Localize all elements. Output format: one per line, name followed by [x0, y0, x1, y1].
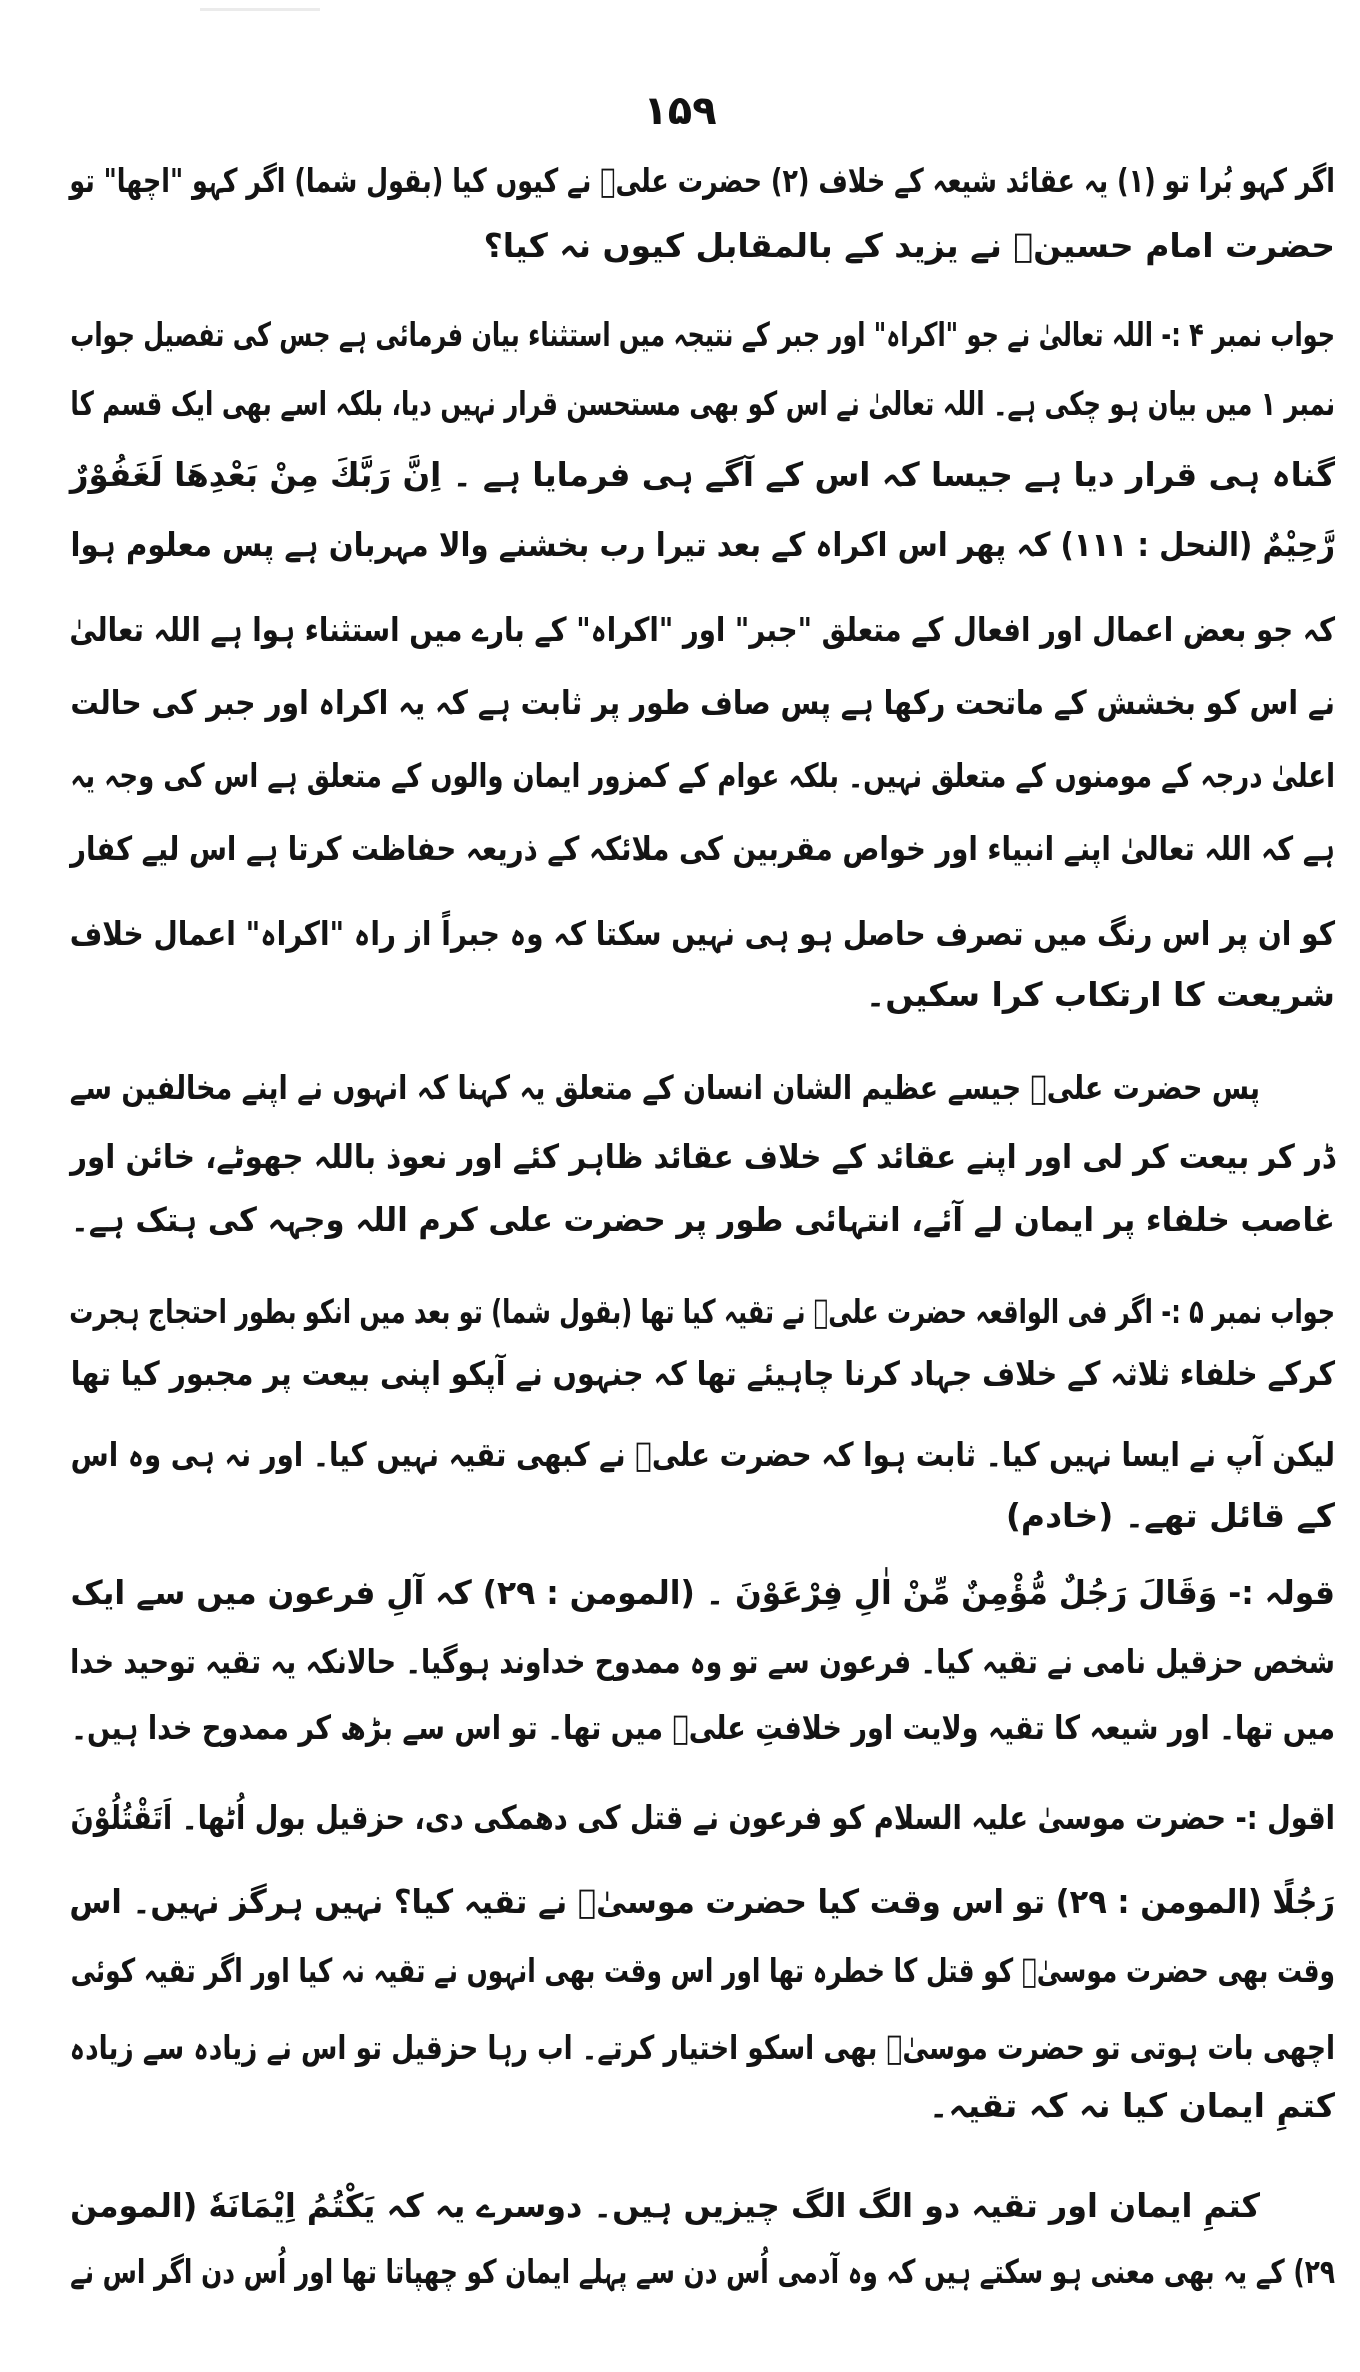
page-number: ۱۵۹: [643, 88, 717, 134]
text-line: نے اس کو بخشش کے ماتحت رکھا ہے پس صاف طور پر ثابت ہے کہ یہ اکراہ اور جبر کی حالت: [70, 683, 1335, 722]
text-line: شریعت کا ارتکاب کرا سکیں۔: [865, 975, 1335, 1014]
text-line: میں تھا۔ اور شیعہ کا تقیہ ولایت اور خلافتِ علیؓ میں تھا۔ تو اس سے بڑھ کر ممدوح خدا ہیں۔: [71, 1708, 1336, 1747]
text-line: لیکن آپ نے ایسا نہیں کیا۔ ثابت ہوا کہ حضرت علیؓ نے کبھی تقیہ نہیں کیا۔ اور نہ ہی وہ اس: [70, 1435, 1336, 1474]
qaulahu-heading-line: قولہ :- وَقَالَ رَجُلٌ مُّؤْمِنٌ مِّنْ اٰلِ فِرْعَوْنَ ۔ (المومن : ۲۹) کہ آلِ فرعون میں سے ایک: [70, 1573, 1335, 1612]
text-line: کرکے خلفاء ثلاثہ کے خلاف جہاد کرنا چاہیئے تھا کہ جنہوں نے آپکو اپنی بیعت پر مجبور کیا تھا: [70, 1354, 1336, 1393]
text-line: شخص حزقیل نامی نے تقیہ کیا۔ فرعون سے تو وہ ممدوح خداوند ہوگیا۔ حالانکہ یہ تقیہ توحید خدا: [70, 1642, 1335, 1681]
text-line: وقت بھی حضرت موسیٰؑ کو قتل کا خطرہ تھا اور اس وقت بھی انہوں نے تقیہ نہ کیا اور اگر تقیہ کوئی: [70, 1951, 1336, 1990]
aqool-heading-line: اقول :- حضرت موسیٰ علیہ السلام کو فرعون نے قتل کی دھمکی دی، حزقیل بول اُٹھا۔ اَتَقْتُلُوْنَ: [70, 1798, 1335, 1837]
text-line: رَجُلًا (المومن : ۲۹) تو اس وقت کیا حضرت موسیٰؑ نے تقیہ کیا؟ نہیں ہرگز نہیں۔ اس: [69, 1882, 1335, 1921]
text-line: کو ان پر اس رنگ میں تصرف حاصل ہو ہی نہیں سکتا کہ وہ جبراً از راہ "اکراہ" اعمال خلاف: [69, 914, 1335, 953]
text-line: اعلیٰ درجہ کے مومنوں کے متعلق نہیں۔ بلکہ عوام کے کمزور ایمان والوں کے متعلق ہے اس کی وجہ یہ: [70, 756, 1335, 795]
text-line: حضرت امام حسینؓ نے یزید کے بالمقابل کیوں نہ کیا؟: [483, 226, 1335, 265]
text-line: ہے کہ اللہ تعالیٰ اپنے انبیاء اور خواص مقربین کی ملائکہ کے ذریعہ حفاظت کرتا ہے اس لیے کفار: [70, 829, 1335, 868]
answer-4-heading-line: جواب نمبر ۴ :- اللہ تعالیٰ نے جو "اکراہ" اور جبر کے نتیجہ میں استثناء بیان فرمائی ہے جس کی تفصیل جواب: [70, 315, 1335, 354]
answer-5-heading-line: جواب نمبر ۵ :- اگر فی الواقعہ حضرت علیؓ نے تقیہ کیا تھا (بقول شما) تو بعد میں انکو بطور احتجاج ہجرت: [69, 1292, 1335, 1331]
text-line: گناہ ہی قرار دیا ہے جیسا کہ اس کے آگے ہی فرمایا ہے ۔ اِنَّ رَبَّكَ مِنْ بَعْدِهَا لَغَفُوْرٌ: [69, 455, 1335, 494]
scan-artifact: [200, 8, 320, 11]
paragraph-start-line: پس حضرت علیؓ جیسے عظیم الشان انسان کے متعلق یہ کہنا کہ انہوں نے اپنے مخالفین سے: [69, 1068, 1260, 1107]
text-line: کہ جو بعض اعمال اور افعال کے متعلق "جبر" اور "اکراہ" کے بارے میں استثناء ہوا ہے اللہ تعالیٰ: [69, 610, 1335, 649]
paragraph-start-line: کتمِ ایمان اور تقیہ دو الگ الگ چیزیں ہیں۔ دوسرے یہ کہ یَكْتُمُ اِيْمَانَهٗ (المومن: [70, 2186, 1260, 2225]
text-line: نمبر ۱ میں بیان ہو چکی ہے۔ اللہ تعالیٰ نے اس کو بھی مستحسن قرار نہیں دیا، بلکہ اسے بھی ایک قسم کا: [70, 384, 1335, 423]
text-line: ڈر کر بیعت کر لی اور اپنے عقائد کے خلاف عقائد ظاہر کئے اور نعوذ باللہ جھوٹے، خائن اور: [70, 1137, 1335, 1176]
text-line: کتمِ ایمان کیا نہ کہ تقیہ۔: [929, 2086, 1335, 2125]
text-line: اچھی بات ہوتی تو حضرت موسیٰؑ بھی اسکو اختیار کرتے۔ اب رہا حزقیل تو اس نے زیادہ سے زیادہ: [69, 2028, 1336, 2067]
text-line: کے قائل تھے۔ (خادم): [1005, 1496, 1335, 1535]
text-line: غاصب خلفاء پر ایمان لے آئے، انتہائی طور پر حضرت علی کرم اللہ وجہہ کی ہتک ہے۔: [70, 1200, 1336, 1239]
text-line: ۲۹) کے یہ بھی معنی ہو سکتے ہیں کہ وہ آدمی اُس دن سے پہلے ایمان کو چھپاتا تھا اور اُس دن اگر اس نے: [70, 2252, 1335, 2291]
text-line: رَّحِيْمٌ (النحل : ۱۱۱) کہ پھر اس اکراہ کے بعد تیرا رب بخشنے والا مہربان ہے پس معلوم ہوا: [70, 525, 1335, 564]
text-line: اگر کہو بُرا تو (۱) یہ عقائد شیعہ کے خلاف (۲) حضرت علیؓ نے کیوں کیا (بقول شما) اگر کہو "اچھا" تو: [69, 161, 1335, 200]
